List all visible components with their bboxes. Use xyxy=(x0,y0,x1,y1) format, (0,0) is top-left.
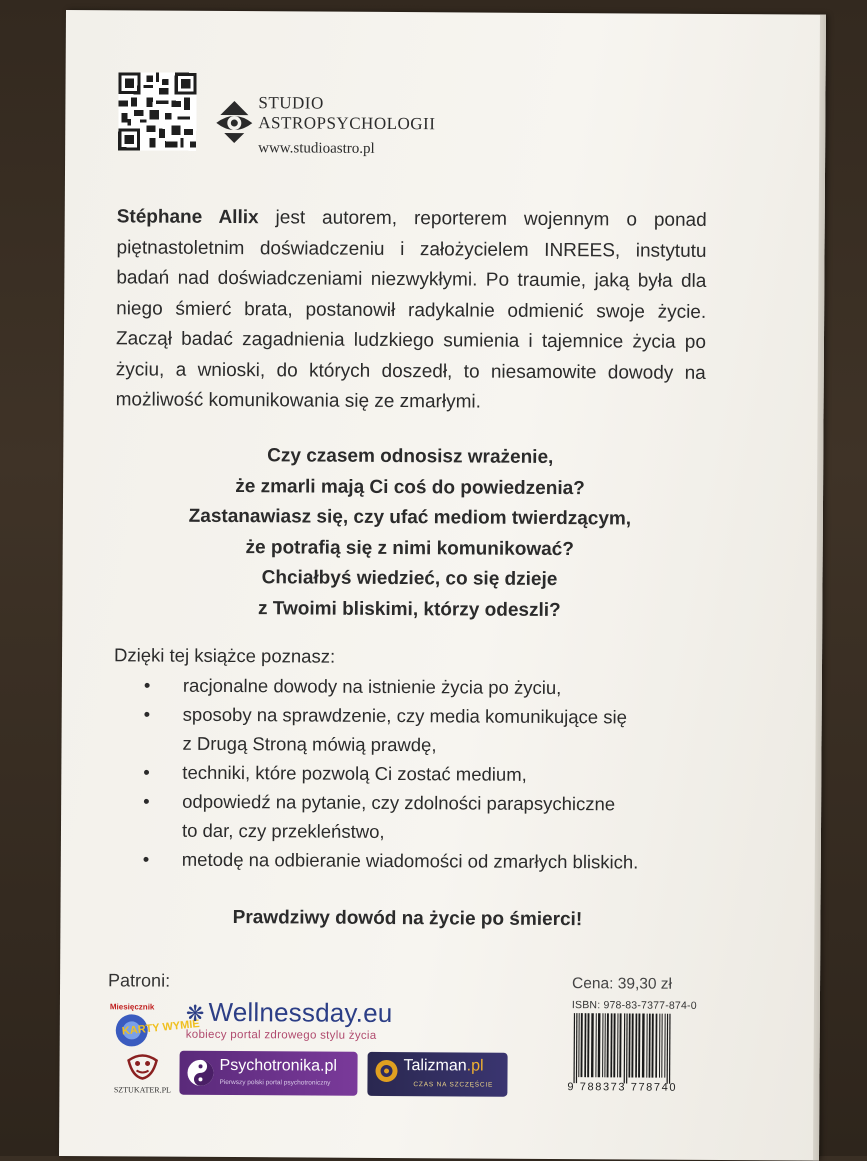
bullet-icon: • xyxy=(143,674,151,696)
barcode-bar xyxy=(646,1014,647,1078)
barcode-bar xyxy=(655,1014,657,1078)
list-intro: Dzięki tej książce poznasz: xyxy=(113,644,336,667)
barcode-bar xyxy=(587,1013,589,1077)
list-item xyxy=(137,757,737,790)
barcode-bar xyxy=(598,1013,601,1077)
barcode-bar xyxy=(631,1013,633,1077)
publisher-name-line2: ASTROPSYCHOLOGII xyxy=(258,113,436,134)
sztukater-label: SZTUKATER.PL xyxy=(113,1085,171,1095)
barcode-bar xyxy=(602,1013,603,1077)
list-item xyxy=(138,670,738,703)
publisher-name xyxy=(258,93,435,160)
barcode-bar xyxy=(617,1013,618,1077)
barcode-bar xyxy=(624,1013,626,1083)
barcode-bar xyxy=(580,1013,582,1077)
barcode-bar xyxy=(661,1014,662,1078)
qr-code-icon xyxy=(118,72,196,150)
karty-wymiar-logo-icon xyxy=(108,1000,201,1048)
author-bio xyxy=(116,202,707,419)
bullet-icon: • xyxy=(142,848,150,870)
barcode-bar xyxy=(619,1013,621,1077)
talizman-name: Talizman xyxy=(403,1057,467,1075)
talizman-logo xyxy=(367,1052,507,1097)
questions-block xyxy=(114,440,705,627)
psychotronika-tagline: Pierwszy polski portal psychotroniczny xyxy=(219,1078,331,1087)
list-item-text: techniki, które pozwolą Ci zostać medium, xyxy=(182,761,527,785)
patrons-label: Patroni: xyxy=(108,970,171,991)
barcode-bar xyxy=(635,1013,637,1077)
barcode-bar xyxy=(642,1014,645,1078)
barcode-bar xyxy=(576,1013,578,1083)
question-line: Zastanawiasz się, czy ufać mediom twierdzącym, xyxy=(188,505,632,530)
psychotronika-name: Psychotronika.pl xyxy=(219,1056,337,1075)
barcode-number: 9 788373 778740 xyxy=(567,1081,678,1094)
barcode-bar xyxy=(638,1014,640,1078)
barcode-bar xyxy=(659,1014,660,1078)
list-item-text: odpowiedź na pytanie, czy zdolności parapsychiczne xyxy=(182,790,616,815)
bullet-icon: • xyxy=(143,703,151,725)
yin-yang-icon xyxy=(185,1058,215,1088)
question-line: że potrafią się z nimi komunikować? xyxy=(245,536,574,560)
barcode-bar xyxy=(578,1013,579,1077)
barcode-bar xyxy=(664,1014,665,1078)
list-item-text-continued: to dar, czy przekleństwo, xyxy=(181,819,385,842)
question-line: że zmarli mają Ci coś do powiedzenia? xyxy=(235,475,585,499)
list-item xyxy=(137,844,737,877)
barcode-bar xyxy=(651,1014,653,1078)
karty-title: KARTY WYMIE xyxy=(121,1018,201,1038)
barcode-bar xyxy=(604,1013,605,1077)
barcode-bar xyxy=(649,1014,651,1078)
sztukater-mask-icon xyxy=(122,1050,162,1080)
benefits-list xyxy=(137,670,738,877)
barcode-bar xyxy=(667,1014,669,1084)
barcode-bar xyxy=(628,1013,630,1077)
question-line: Czy czasem odnosisz wrażenie, xyxy=(267,445,554,468)
barcode-bar xyxy=(607,1013,609,1077)
isbn-label: ISBN: 978-83-7377-874-0 xyxy=(571,999,697,1012)
list-item-text-continued: z Drugą Stroną mówią prawdę, xyxy=(182,732,437,756)
barcode-bar xyxy=(591,1013,594,1077)
author-name: Stéphane Allix xyxy=(116,206,259,229)
price-label: Cena: 39,30 zł xyxy=(572,975,673,993)
list-item-text: metodę na odbieranie wiadomości od zmarłych bliskich. xyxy=(181,848,639,873)
list-item-text: sposoby na sprawdzenie, czy media komunikujące się xyxy=(182,703,627,728)
barcode-bar xyxy=(595,1013,596,1077)
barcode-icon xyxy=(569,1013,701,1084)
wellnessday-logo xyxy=(186,997,393,1042)
question-line: z Twoimi bliskimi, którzy odeszli? xyxy=(257,597,561,621)
barcode-bar xyxy=(610,1013,612,1077)
publisher-name-line1: STUDIO xyxy=(258,93,324,113)
talizman-amulet-icon xyxy=(373,1058,399,1084)
wellnessday-name: Wellnessday.eu xyxy=(208,996,393,1029)
barcode-bar xyxy=(573,1013,575,1083)
wellnessday-tagline: kobiecy portal zdrowego stylu życia xyxy=(185,1028,377,1042)
barcode-bar xyxy=(584,1013,586,1077)
sztukater-logo xyxy=(111,1050,173,1094)
list-item xyxy=(137,786,737,848)
talizman-tagline: CZAS NA SZCZĘŚCIE xyxy=(413,1081,494,1089)
list-item-text: racjonalne dowody na istnienie życia po życiu, xyxy=(182,674,562,699)
question-line: Chciałbyś wiedzieć, co się dzieje xyxy=(261,567,558,591)
author-bio-text: jest autorem, reporterem wojennym o ponad piętnastoletnim doświadczeniu i założycielem INREES, instytutu badań nad doświadczeniami niezwykłymi. Po traumie, jaką była dla niego śmierć brata, postanowił radykalnie odmienić swoje życie. Zaczął badać zagadnienia ludzkiego sumienia i tajemnice życia po życiu, a wnioski, do których doszedł, to niesamowite dowody na możliwość komunikowania się ze zmarłymi. xyxy=(115,207,707,413)
slogan: Prawdziwy dowód na życie po śmierci! xyxy=(232,907,583,931)
bullet-icon: • xyxy=(143,790,150,812)
psychotronika-logo xyxy=(179,1051,357,1096)
list-item xyxy=(137,699,737,761)
barcode-bar xyxy=(613,1013,615,1077)
astropsychology-logo-icon xyxy=(210,97,258,145)
miesiecznik-label: Miesięcznik xyxy=(109,1002,155,1012)
bullet-icon: • xyxy=(143,761,150,783)
talizman-tld: .pl xyxy=(466,1057,484,1075)
flower-icon: ❋ xyxy=(185,1000,205,1026)
publisher-url: www.studioastro.pl xyxy=(258,140,375,157)
barcode-bar xyxy=(669,1014,671,1084)
barcode-bar xyxy=(626,1013,628,1083)
book-back-cover xyxy=(59,10,826,1161)
